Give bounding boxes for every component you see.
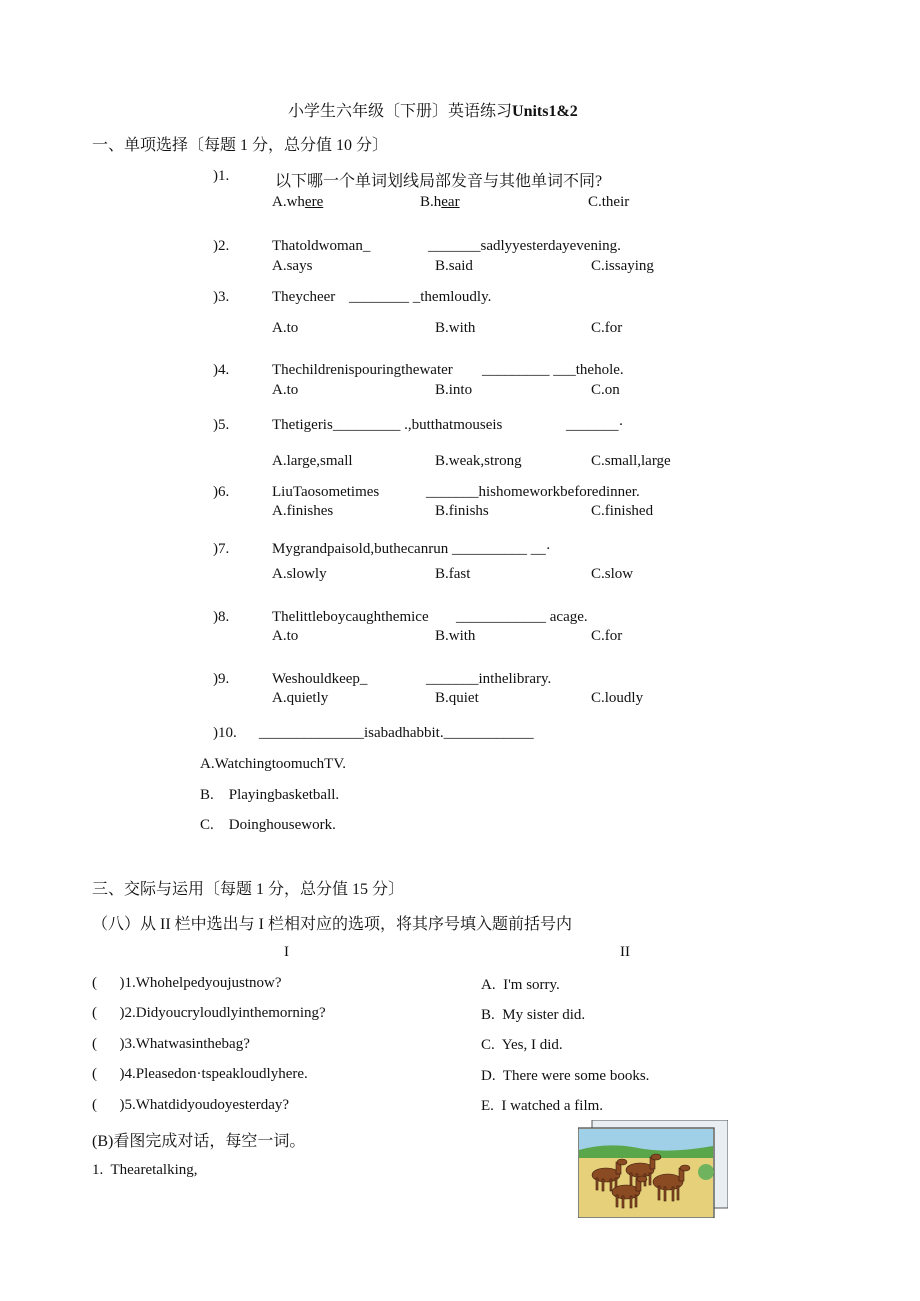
horses-illustration xyxy=(578,1120,728,1218)
part-b-heading: (B)看图完成对话，每空一词。 xyxy=(92,1133,306,1150)
section1-heading: 一、单项选择〔每题 1 分，总分值 10 分〕 xyxy=(92,137,389,154)
section3-sub: （八）从 II 栏中选出与 I 栏相对应的选项，将其序号填入题前括号内 xyxy=(92,916,572,933)
q2-option-a[interactable]: A.says xyxy=(272,258,313,274)
q8-stem-b: ____________ acage. xyxy=(456,609,588,625)
q6-option-b[interactable]: B.finishs xyxy=(435,503,489,519)
match-left-4[interactable]: ( )4.Pleasedon·tspeakloudlyhere. xyxy=(92,1066,308,1082)
q6-stem-a: LiuTaosometimes xyxy=(272,484,380,500)
q8-option-b[interactable]: B.with xyxy=(435,628,476,644)
horses-picture xyxy=(578,1120,728,1218)
title-cn: 小学生六年级〔下册〕英语练习 xyxy=(288,103,513,120)
q9-stem-b: _______inthelibrary. xyxy=(426,671,552,687)
q8-stem-a: Thelittleboycaughthemice xyxy=(272,609,429,625)
match-left-2[interactable]: ( )2.Didyoucryloudlyinthemorning? xyxy=(92,1005,326,1021)
q8-option-c[interactable]: C.for xyxy=(591,628,623,644)
q10-num: )10. xyxy=(213,725,237,741)
q10-option-c[interactable]: C. Doinghousework. xyxy=(200,817,336,833)
match-left-5[interactable]: ( )5.Whatdidyoudoyesterday? xyxy=(92,1097,290,1113)
q3-option-a[interactable]: A.to xyxy=(272,320,299,336)
page-title xyxy=(288,98,578,121)
q4-option-a[interactable]: A.to xyxy=(272,382,299,398)
column-ii-header: II xyxy=(620,944,630,960)
column-i-header: I xyxy=(284,944,289,960)
q5-option-b[interactable]: B.weak,strong xyxy=(435,453,522,469)
q9-option-b[interactable]: B.quiet xyxy=(435,690,479,706)
part-b-item-1: 1. Thearetalking, xyxy=(92,1162,198,1178)
q2-num: )2. xyxy=(213,238,230,254)
q7-option-b[interactable]: B.fast xyxy=(435,566,471,582)
q4-stem-a: Thechildrenispouringthewater xyxy=(272,362,453,378)
q1-a-underlined: ere xyxy=(304,194,324,210)
q1-a-pre: A.wh xyxy=(272,194,305,210)
q1-stem: 以下哪一个单词划线局部发音与其他单词不同? xyxy=(275,173,603,190)
q1-option-b[interactable] xyxy=(420,194,460,211)
q3-option-c[interactable]: C.for xyxy=(591,320,623,336)
match-left-1[interactable]: ( )1.Whohelpedyoujustnow? xyxy=(92,975,282,991)
q4-option-c[interactable]: C.on xyxy=(591,382,620,398)
q2-stem-b: _______sadlyyesterdayevening. xyxy=(428,238,621,254)
q4-num: )4. xyxy=(213,362,230,378)
q9-option-a[interactable]: A.quietly xyxy=(272,690,329,706)
match-right-d: D. There were some books. xyxy=(481,1068,650,1084)
section3-heading: 三、交际与运用〔每题 1 分，总分值 15 分〕 xyxy=(92,881,405,898)
q3-stem-a: Theycheer xyxy=(272,289,336,305)
match-left-3[interactable]: ( )3.Whatwasinthebag? xyxy=(92,1036,250,1052)
q1-option-c[interactable]: C.their xyxy=(588,194,630,210)
q4-stem-b: _________ ___thehole. xyxy=(482,362,624,378)
q1-option-a[interactable] xyxy=(272,194,323,211)
q5-option-a[interactable]: A.large,small xyxy=(272,453,353,469)
q3-stem-b: ________ _themloudly. xyxy=(349,289,492,305)
q9-option-c[interactable]: C.loudly xyxy=(591,690,644,706)
q7-option-c[interactable]: C.slow xyxy=(591,566,634,582)
q9-num: )9. xyxy=(213,671,230,687)
q1-b-pre: B.h xyxy=(420,194,442,210)
q6-option-c[interactable]: C.finished xyxy=(591,503,654,519)
q4-option-b[interactable]: B.into xyxy=(435,382,473,398)
match-right-e: E. I watched a film. xyxy=(481,1098,604,1114)
q10-option-b[interactable]: B. Playingbasketball. xyxy=(200,787,340,803)
q3-option-b[interactable]: B.with xyxy=(435,320,476,336)
q1-b-underlined: ear xyxy=(441,194,460,210)
q2-stem-a: Thatoldwoman_ xyxy=(272,238,371,254)
match-right-c: C. Yes, I did. xyxy=(481,1037,563,1053)
match-right-b: B. My sister did. xyxy=(481,1007,586,1023)
q7-option-a[interactable]: A.slowly xyxy=(272,566,327,582)
q3-num: )3. xyxy=(213,289,230,305)
q8-num: )8. xyxy=(213,609,230,625)
q6-num: )6. xyxy=(213,484,230,500)
q6-stem-b: _______hishomeworkbeforedinner. xyxy=(426,484,640,500)
title-units: Units1&2 xyxy=(512,103,578,120)
match-right-a: A. I'm sorry. xyxy=(481,977,560,993)
q6-option-a[interactable]: A.finishes xyxy=(272,503,334,519)
q2-option-c[interactable]: C.issaying xyxy=(591,258,654,274)
q8-option-a[interactable]: A.to xyxy=(272,628,299,644)
q10-option-a[interactable]: A.WatchingtoomuchTV. xyxy=(200,756,346,772)
q7-num: )7. xyxy=(213,541,230,557)
q9-stem-a: Weshouldkeep_ xyxy=(272,671,368,687)
q10-stem: ______________isabadhabbit.____________ xyxy=(259,725,534,741)
q5-stem-a: Thetigeris_________ .,butthatmouseis xyxy=(272,417,503,433)
q1-num: )1. xyxy=(213,168,230,184)
q5-stem-b: _______· xyxy=(566,417,624,433)
q2-option-b[interactable]: B.said xyxy=(435,258,473,274)
q5-num: )5. xyxy=(213,417,230,433)
q7-stem: Mygrandpaisold,buthecanrun __________ __· xyxy=(272,541,551,557)
q5-option-c[interactable]: C.small,large xyxy=(591,453,671,469)
